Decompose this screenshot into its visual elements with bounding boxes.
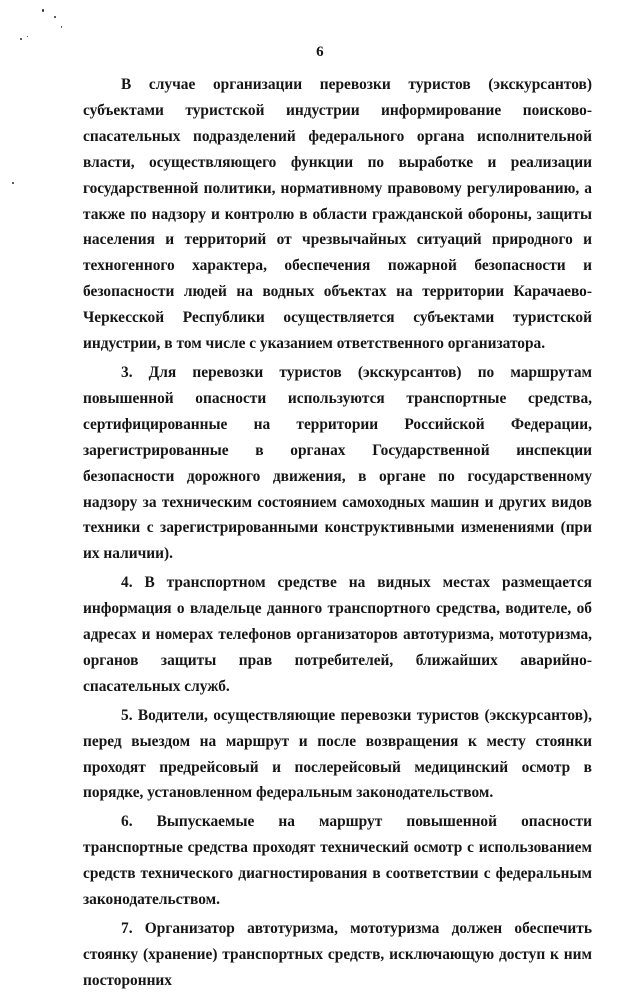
scan-artifact (42, 9, 44, 12)
page-number: 6 (316, 44, 324, 60)
paragraph: 7. Организатор автотуризма, мототуризма должен обеспечить стоянку (хранение) транспортных средств, исключающую доступ к ним посторонних (83, 920, 592, 989)
scan-artifact (61, 26, 62, 28)
scan-artifact (20, 38, 22, 40)
scan-artifact (54, 16, 56, 18)
scan-artifact (27, 36, 28, 37)
document-body (83, 72, 592, 994)
paragraph: 4. В транспортном средстве на видных местах размещается информация о владельце данного транспортного средства, водителе, об адресах и номерах телефонов организаторов автотуризма, мототуризма, органов защиты прав потребителей, ближайших аварийно-спасательных служб. (83, 574, 592, 695)
paragraph: В случае организации перевозки туристов (экскурсантов) субъектами туристской индустрии информирование поисково-спасательных подразделений федерального органа исполнительной власти, осуществляющего функции по выработке и реализации государственной политики, нормативному правовому регулированию, а также по надзору и контролю в области гражданской обороны, защиты населения и территорий от чрезвычайных ситуаций природного и техногенного характера, обеспечения пожарной безопасности и безопасности людей на водных объектах на территории Карачаево-Черкесской Республики осуществляется субъектами туристской индустрии, в том числе с указанием ответственного организатора. (83, 76, 592, 353)
paragraph: 6. Выпускаемые на маршрут повышенной опасности транспортные средства проходят технический осмотр с использованием средств технического диагностирования в соответствии с федеральным законодательством. (83, 813, 592, 909)
paragraph: 3. Для перевозки туристов (экскурсантов) по маршрутам повышенной опасности используются транспортные средства, сертифицированные на территории Российской Федерации, зарегистрированные в органах Государственной инспекции безопасности дорожного движения, в органе по государственному надзору за техническим состоянием самоходных машин и других видов техники с зарегистрированными конструктивными изменениями (при их наличии). (83, 363, 592, 563)
paragraph: 5. Водители, осуществляющие перевозки туристов (экскурсантов), перед выездом на маршрут и после возвращения к месту стоянки проходят предрейсовый и послерейсовый медицинский осмотр в порядке, установленном федеральным законодательством. (83, 706, 592, 802)
scan-artifact (12, 182, 14, 184)
